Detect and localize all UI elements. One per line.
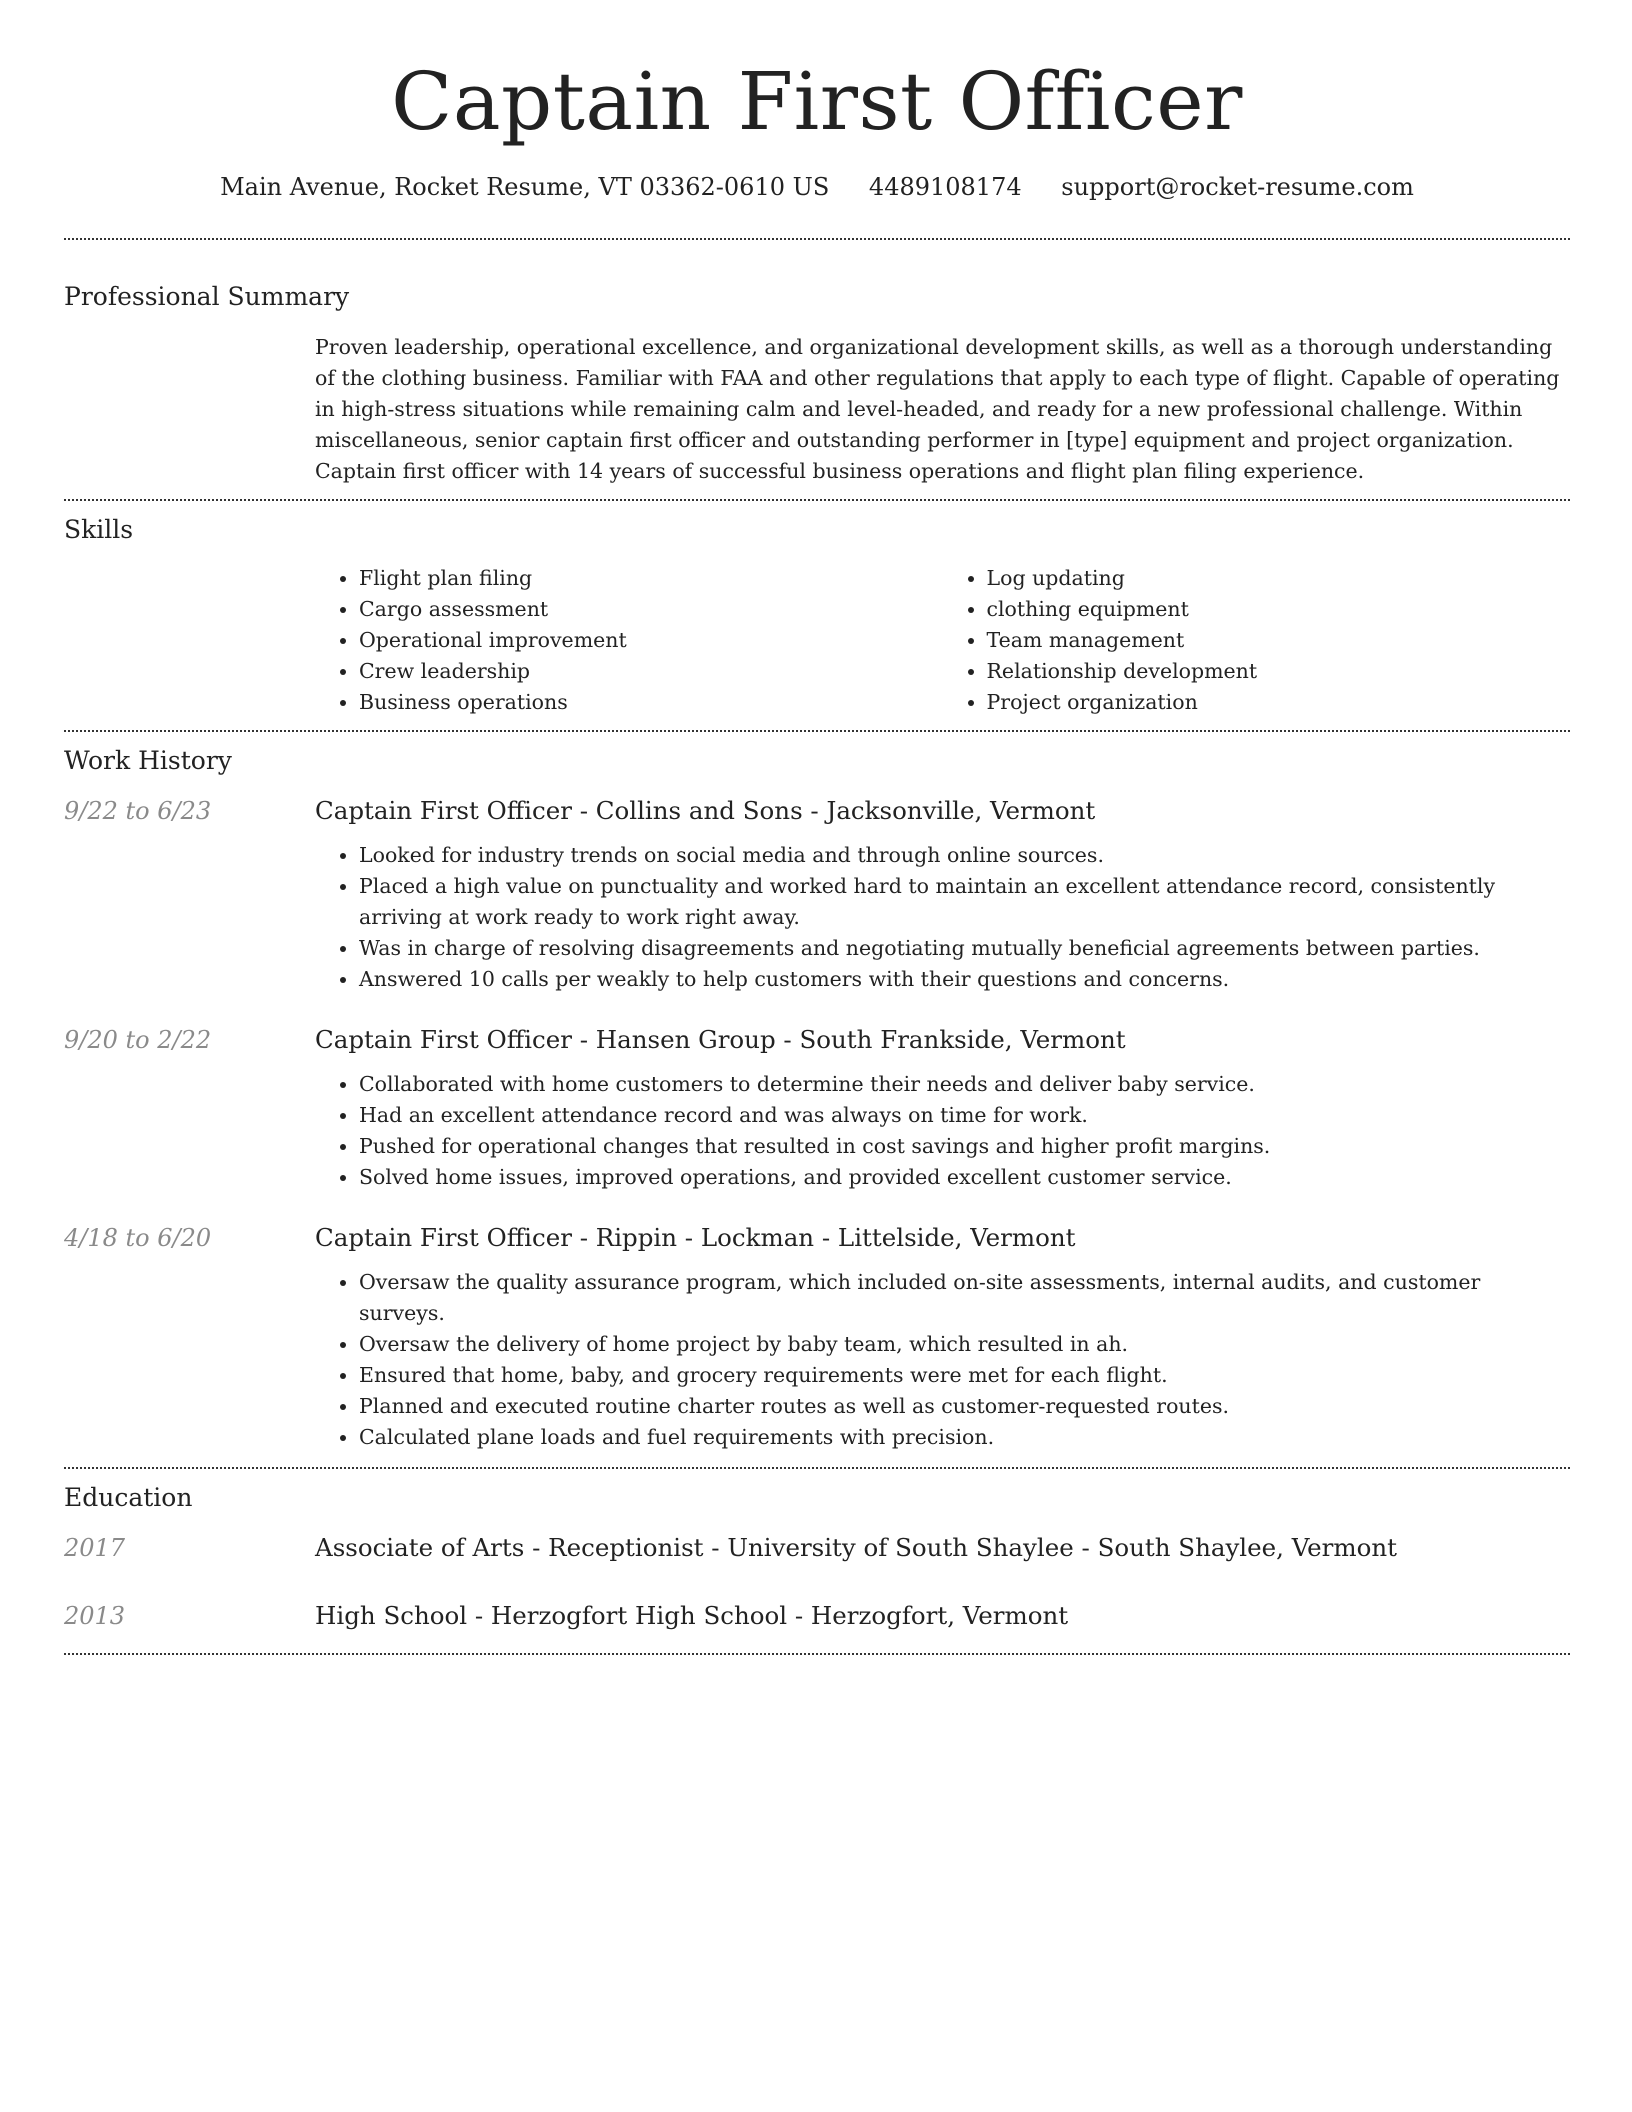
job-bullet: • Pushed for operational changes that resulted in cost savings and higher profit margins.: [359, 1131, 1570, 1162]
contact-email[interactable]: support@rocket-resume.com: [1061, 173, 1414, 201]
job-bullets: [315, 1267, 1570, 1453]
job-date: 9/20 to 2/22: [64, 1026, 212, 1054]
job-heading: Captain First Officer - Hansen Group - South Frankside, Vermont: [315, 1025, 1126, 1054]
skill-item: • Operational improvement: [359, 625, 943, 656]
skill-item: • clothing equipment: [987, 594, 1571, 625]
skills-list: [315, 563, 1570, 718]
education-entry: [64, 1531, 1570, 1565]
job-bullet: • Was in charge of resolving disagreements and negotiating mutually beneficial agreements between parties.: [359, 933, 1570, 964]
contact-info: [64, 170, 1570, 204]
job-bullet: • Placed a high value on punctuality and worked hard to maintain an excellent attendance record, consistently arriving at work ready to work right away.: [359, 871, 1570, 933]
job-bullet: • Oversaw the delivery of home project by baby team, which resulted in ah.: [359, 1329, 1570, 1360]
summary-section-title: Professional Summary: [64, 282, 350, 311]
skill-item: • Business operations: [359, 687, 943, 718]
work-history-list: [64, 794, 1570, 1453]
education-section-title: Education: [64, 1483, 193, 1512]
job-entry: [64, 1221, 1570, 1453]
job-body: [315, 1023, 1570, 1193]
job-body: [315, 794, 1570, 995]
job-bullets: [315, 1069, 1570, 1193]
contact-phone: 4489108174: [868, 173, 1022, 201]
section-divider: [64, 1467, 1570, 1469]
skills-section-title: Skills: [64, 515, 134, 544]
section-divider: [64, 1653, 1570, 1655]
skill-item: • Log updating: [987, 563, 1571, 594]
summary-text: Proven leadership, operational excellence, and organizational development skills, as well as a thorough understanding of the clothing business. Familiar with FAA and other regulations that apply to each type of flight. Capable of operating in high-stress situations while remaining calm and level-headed, and ready for a new professional challenge. Within miscellaneous, senior captain first officer and outstanding performer in [type] equipment and project organization. Captain first officer with 14 years of successful business operations and flight plan filing experience.: [315, 335, 1560, 483]
section-divider: [64, 730, 1570, 732]
job-heading: Captain First Officer - Rippin - Lockman - Littelside, Vermont: [315, 1223, 1076, 1252]
contact-address: Main Avenue, Rocket Resume, VT 03362-0610 US: [220, 173, 830, 201]
skill-item: • Cargo assessment: [359, 594, 943, 625]
skills-column-right: [943, 563, 1571, 718]
education-date: 2017: [64, 1534, 126, 1562]
job-bullet: • Ensured that home, baby, and grocery requirements were met for each flight.: [359, 1360, 1570, 1391]
education-heading: High School - Herzogfort High School - Herzogfort, Vermont: [315, 1601, 1069, 1630]
education-list: [64, 1531, 1570, 1633]
skill-item: • Relationship development: [987, 656, 1571, 687]
job-bullets: [315, 840, 1570, 995]
job-bullet: • Solved home issues, improved operations, and provided excellent customer service.: [359, 1162, 1570, 1193]
education-entry: [64, 1599, 1570, 1633]
job-bullet: • Collaborated with home customers to determine their needs and deliver baby service.: [359, 1069, 1570, 1100]
job-bullet: • Had an excellent attendance record and was always on time for work.: [359, 1100, 1570, 1131]
job-heading: Captain First Officer - Collins and Sons - Jacksonville, Vermont: [315, 796, 1096, 825]
job-bullet: • Planned and executed routine charter routes as well as customer-requested routes.: [359, 1391, 1570, 1422]
job-bullet: • Looked for industry trends on social media and through online sources.: [359, 840, 1570, 871]
job-entry: [64, 794, 1570, 995]
skill-item: • Flight plan filing: [359, 563, 943, 594]
candidate-name: Captain First Officer: [391, 55, 1243, 148]
job-entry: [64, 1023, 1570, 1193]
job-body: [315, 1221, 1570, 1453]
skills-column-left: [315, 563, 943, 718]
section-divider: [64, 238, 1570, 240]
skill-item: • Crew leadership: [359, 656, 943, 687]
job-bullet: • Oversaw the quality assurance program, which included on-site assessments, internal audits, and customer surveys.: [359, 1267, 1570, 1329]
job-bullet: • Calculated plane loads and fuel requirements with precision.: [359, 1422, 1570, 1453]
job-bullet: • Answered 10 calls per weakly to help customers with their questions and concerns.: [359, 964, 1570, 995]
section-divider: [64, 499, 1570, 501]
education-heading: Associate of Arts - Receptionist - University of South Shaylee - South Shaylee, Vermont: [315, 1533, 1397, 1562]
job-date: 4/18 to 6/20: [64, 1224, 212, 1252]
resume-page: [64, 0, 1570, 1655]
skill-item: • Team management: [987, 625, 1571, 656]
skill-item: • Project organization: [987, 687, 1571, 718]
education-date: 2013: [64, 1602, 126, 1630]
work-section-title: Work History: [64, 746, 232, 775]
job-date: 9/22 to 6/23: [64, 797, 212, 825]
